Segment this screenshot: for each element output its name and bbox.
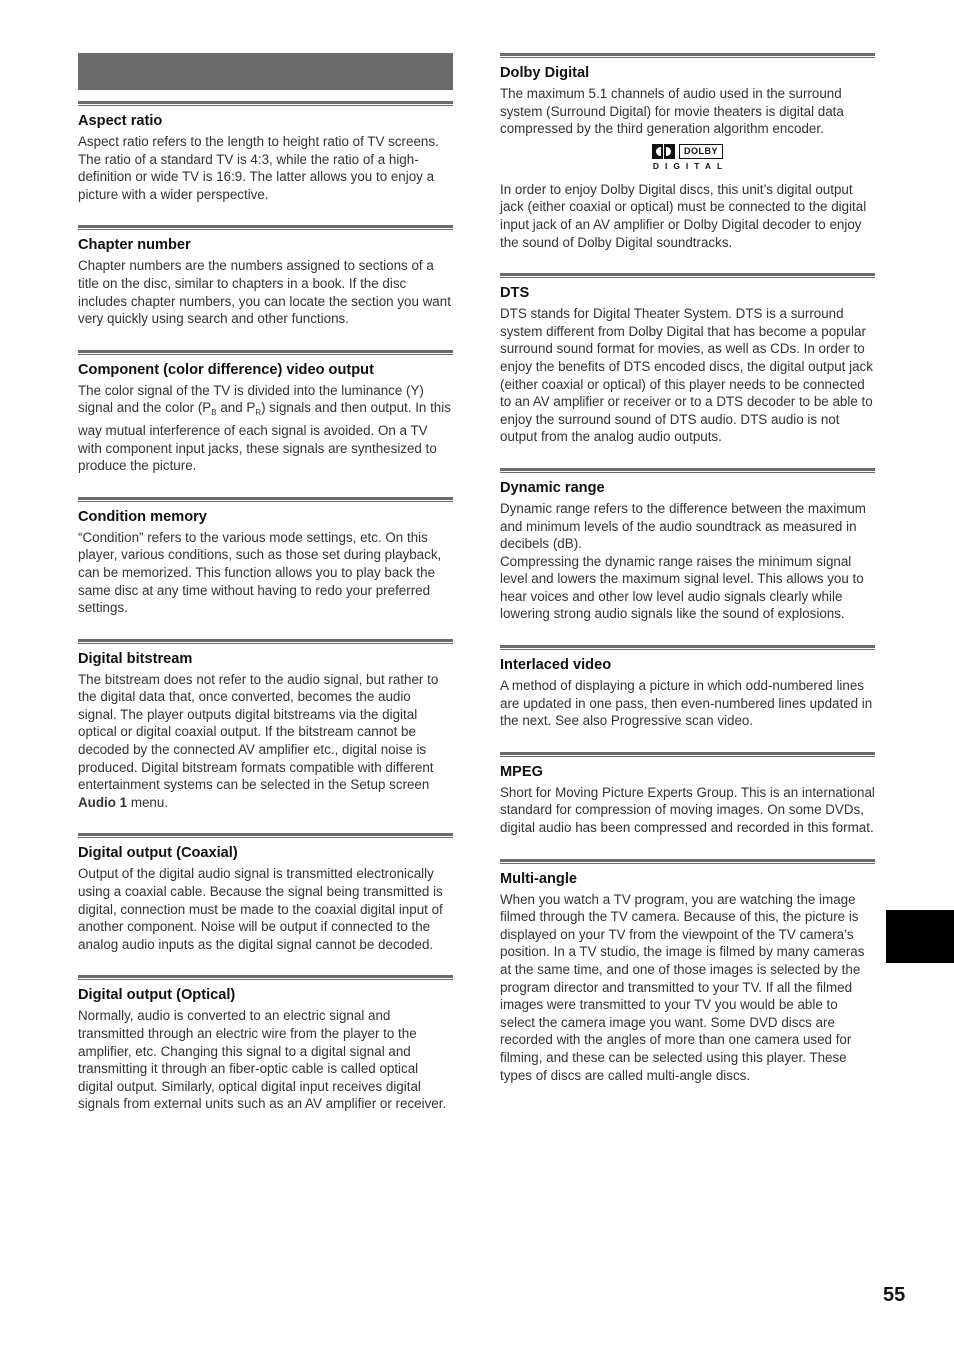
entry-mpeg <box>500 752 875 837</box>
chapter-side-tab <box>886 910 954 963</box>
entry-aspect-ratio <box>78 101 453 203</box>
entry-title: Dolby Digital <box>500 65 590 81</box>
entry-body: Compressing the dynamic range raises the minimum signal level and lowers the maximum signal level. This allows you to hear voices and other low level audio signals clearly while lowering strong audio signals like the sound of explosions. <box>500 553 864 622</box>
entry-dts <box>500 273 875 446</box>
entry-digital-output-optical <box>78 975 453 1113</box>
entry-title: Component (color difference) video output <box>78 361 374 378</box>
entry-body: Aspect ratio refers to the length to height ratio of TV screens. The ratio of a standard TV is 4:3, while the ratio of a high-definition or wide TV is 16:9. The latter allows you to enjoy a picture with a wider perspective. <box>78 134 439 202</box>
entry-digital-output-coaxial <box>78 833 453 953</box>
entry-condition-memory <box>78 497 453 617</box>
entry-digital-bitstream <box>78 639 453 812</box>
divider <box>78 975 453 980</box>
entry-title: DTS <box>500 285 530 302</box>
entry-body: Normally, audio is converted to an electric signal and transmitted through an electric wire from the player to the amplifier, etc. Changing this signal to a digital signal and transmitting it through an fiber-optic cable is called optical digital output. Similarly, optical digital input receives digital signals from external units such as an AV amplifier or receiver. <box>78 1008 447 1112</box>
logo-subword: DIGITAL <box>652 160 729 171</box>
divider <box>500 53 875 58</box>
divider <box>78 639 453 644</box>
entry-title: Digital bitstream <box>78 650 193 667</box>
entry-component-video <box>78 350 453 475</box>
entry-body: A method of displaying a picture in which odd-numbered lines are updated in one pass, then even-numbered lines updated in the next. See also Progressive scan video. <box>500 678 873 729</box>
entry-title: Dynamic range <box>500 479 605 496</box>
divider <box>78 833 453 838</box>
entry-interlaced-video <box>500 645 875 730</box>
entry-title: Condition memory <box>78 508 207 525</box>
right-column <box>500 53 875 1106</box>
entry-title: Multi-angle <box>500 870 578 887</box>
divider <box>500 859 875 864</box>
entry-body: “Condition” refers to the various mode settings, etc. On this player, various conditions, such as those set during playback, can be memorized. This function allows you to play back the same disc at any time without having to redo your preferred settings. <box>78 529 442 616</box>
divider <box>500 645 875 650</box>
entry-body: Short for Moving Picture Experts Group. This is an international standard for compression of moving images. On some DVDs, digital audio has been compressed and recorded in this format. <box>500 784 875 836</box>
entry-body: When you watch a TV program, you are watching the image filmed through the TV camera. Because of this, the picture is displayed on your TV from the viewpoint of the TV camera’s position. In a TV studio, the image is filmed by many cameras at the same time, and one of those images is selected by the program director and transmitted to your TV. If all the filmed images were transmitted to your TV you would be able to select the camera image you want. Some DVD discs are recorded with the angles of more than one camera used for filming, and these can be selected using this player. These types of discs are called multi-angle discs. <box>500 891 865 1083</box>
entry-multi-angle <box>500 859 875 1085</box>
entry-body: DTS stands for Digital Theater System. DTS is a surround system different from Dolby Digital that has become a popular surround sound format for movies, as well as CDs. In order to enjoy the benefits of DTS encoded discs, the digital output jack (either coaxial or optical) of this player needs to be connected to an AV amplifier or receiver or to a DTS decoder to be able to enjoy the surround sound of DTS audio. DTS audio is not output from the analog audio outputs. <box>500 306 873 445</box>
divider <box>78 225 453 230</box>
entry-body: The bitstream does not refer to the audio signal, but rather to the digital data that, once converted, becomes the audio signal. The player outputs digital bitstreams via the digital optical or digital coaxial output. If the bitstream cannot be decoded by the connected AV amplifier etc., digital noise is produced. Digital bitstream formats compatible with different entertainment systems can be selected in the Setup screen Audio 1 menu. <box>78 671 439 810</box>
entry-body: The color signal of the TV is divided into the luminance (Y) signal and the color ($P_B$ and $P_R$) signals and then output. In this way mutual interference of each signal is avoided. On a TV with component input jacks, these signals are synthesized to produce the picture. <box>78 382 451 474</box>
divider <box>78 350 453 355</box>
entry-body: The maximum 5.1 channels of audio used in the surround system (Surround Digital) for movie theaters is digital data compressed by the third generation algorithm encoder. <box>500 86 844 137</box>
entry-dynamic-range <box>500 468 875 623</box>
entry-body: Chapter numbers are the numbers assigned to sections of a title on the disc, similar to chapters in a book. If the disc includes chapter numbers, you can locate the section you want very quickly using search and other functions. <box>78 258 451 327</box>
entry-dolby-digital <box>500 53 875 251</box>
divider <box>78 497 453 502</box>
divider <box>500 273 875 278</box>
double-d-icon <box>652 144 675 159</box>
entry-title: Digital output (Coaxial) <box>78 845 238 862</box>
section-header-bar <box>78 53 453 90</box>
divider <box>78 101 453 106</box>
entry-title: Interlaced video <box>500 657 612 674</box>
entry-title: Aspect ratio <box>78 113 163 129</box>
dolby-digital-logo <box>500 144 875 171</box>
entry-body: Output of the digital audio signal is transmitted electronically using a coaxial cable. Because the signal being transmitted is digital, connection must be made to the coaxial digital input of another component. Noise will be output if connected to the analog audio inputs as the digital signal cannot be decoded. <box>78 866 443 952</box>
entry-body: Dynamic range refers to the difference between the maximum and minimum levels of the audio soundtrack as measured in decibels (dB). <box>500 500 866 552</box>
left-column <box>78 53 453 1135</box>
divider <box>500 752 875 757</box>
divider <box>500 468 875 473</box>
logo-word: DOLBY <box>679 144 723 159</box>
entry-title: Digital output (Optical) <box>78 987 236 1004</box>
menu-name: Audio 1 <box>78 794 128 810</box>
entry-title: Chapter number <box>78 237 191 254</box>
entry-body: In order to enjoy Dolby Digital discs, this unit’s digital output jack (either coaxial or optical) must be connected to the digital input jack of an AV amplifier or Dolby Digital decoder to enjoy the sound of Dolby Digital soundtracks. <box>500 181 867 250</box>
entry-chapter-number <box>78 225 453 327</box>
entry-title: MPEG <box>500 763 543 780</box>
page-number: 55 <box>883 1284 906 1306</box>
